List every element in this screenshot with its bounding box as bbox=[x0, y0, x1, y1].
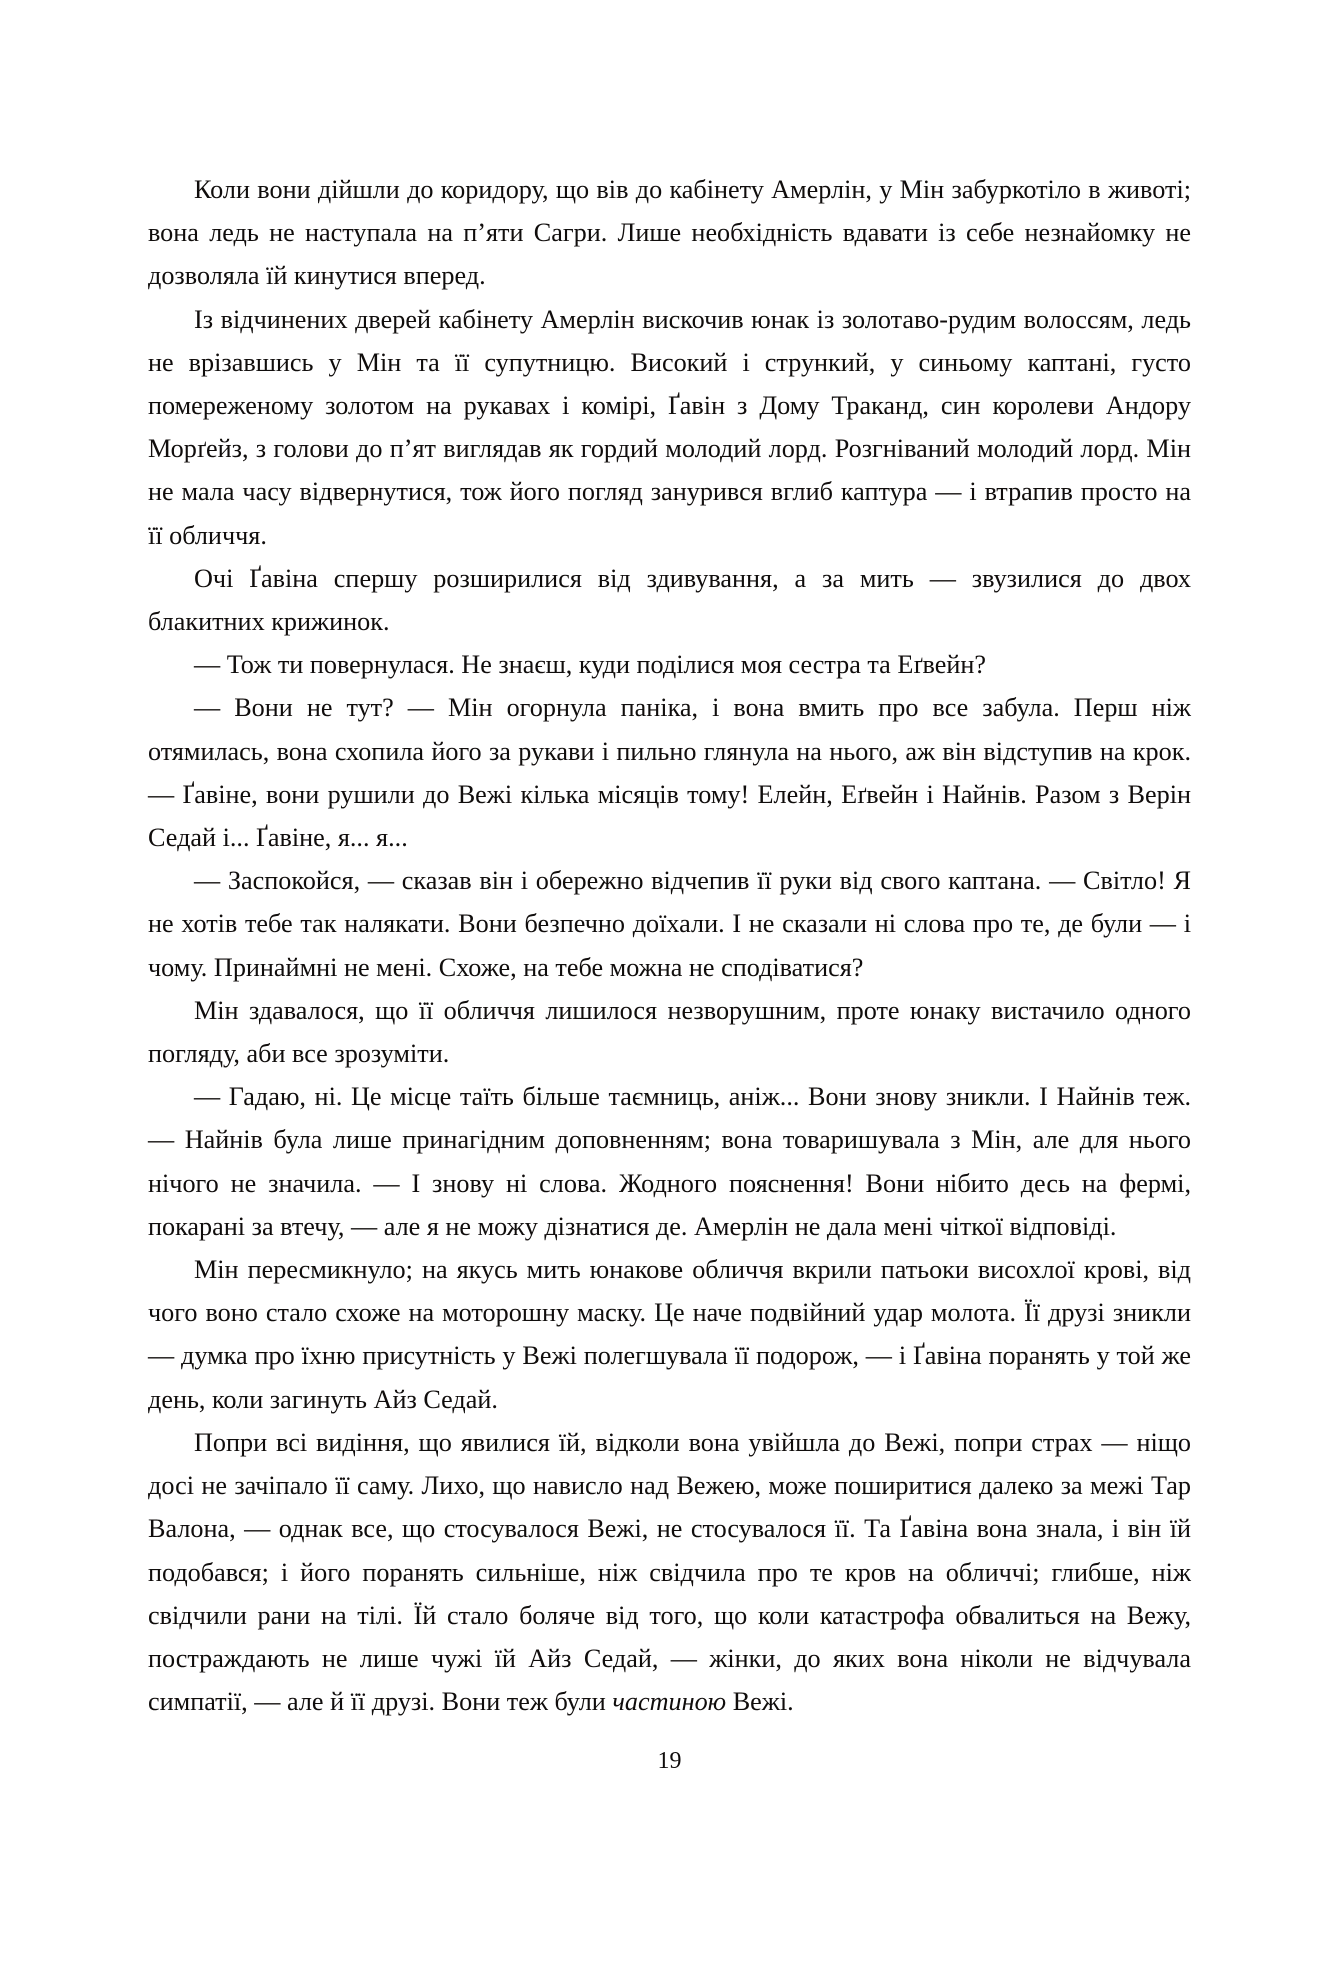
paragraph: Коли вони дійшли до коридору, що вів до кабінету Амерлін, у Мін забуркотіло в животі; вона ледь не наступала на п’яти Сагри. Лише необхідність вдавати із себе незнайомку не дозволяла їй кинутися вперед. bbox=[148, 175, 1191, 291]
paragraph: — Вони не тут? — Мін огорнула паніка, і вона вмить про все забула. Перш ніж отямилась, вона схопила його за рукави і пильно глянула на нього, аж він відступив на крок. — Ґавіне, вони рушили до Вежі кілька місяців тому! Елейн, Еґвейн і Найнів. Разом з Верін Седай і... Ґавіне, я... я... bbox=[148, 693, 1191, 853]
page-body bbox=[148, 168, 1191, 1723]
paragraph-final-after: Вежі. bbox=[726, 1687, 794, 1717]
paragraph-final-before: Попри всі видіння, що явилися їй, відколи вона увійшла до Вежі, попри страх — ніщо досі не зачіпало її саму. Лихо, що нависло над Вежею, може поширитися далеко за межі Тар Валона, — однак все, що стосувалося Вежі, не стосувалося її. Та Ґавіна вона знала, і він їй подобався; і його поранять сильніше, ніж свідчила про те кров на обличчі; глибше, ніж свідчили рани на тілі. Їй стало боляче від того, що коли катастрофа обвалиться на Вежу, постраждають не лише чужі їй Айз Седай, — жінки, до яких вона ніколи не відчувала симпатії, — але й її друзі. Вони теж були bbox=[148, 1427, 1191, 1717]
paragraph-final-emphasis: частиною bbox=[612, 1687, 727, 1717]
paragraph: Мін пересмикнуло; на якусь мить юнакове обличчя вкрили патьоки висохлої крові, від чого воно стало схоже на моторошну маску. Це наче подвійний удар молота. Її друзі зникли — думка про їхню присутність у Вежі полегшувала її подорож, — і Ґавіна поранять у той же день, коли загинуть Айз Седай. bbox=[148, 1255, 1191, 1414]
paragraph: — Гадаю, ні. Це місце таїть більше таємниць, аніж... Вони знову зникли. І Найнів теж. — Найнів була лише принагідним доповненням; вона товаришувала з Мін, але для нього нічого не значила. — І знову ні слова. Жодного пояснення! Вони нібито десь на фермі, покарані за втечу, — але я не можу дізнатися де. Амерлін не дала мені чіткої відповіді. bbox=[148, 1082, 1191, 1241]
paragraph: — Заспокойся, — сказав він і обережно відчепив її руки від свого каптана. — Світло! Я не хотів тебе так налякати. Вони безпечно доїхали. І не сказали ні слова про те, де були — і чому. Принаймні не мені. Схоже, на тебе можна не сподіватися? bbox=[148, 866, 1191, 982]
paragraph: Мін здавалося, що її обличчя лишилося незворушним, проте юнаку вистачило одного погляду, аби все зрозуміти. bbox=[148, 995, 1191, 1069]
page-number: 19 bbox=[657, 1748, 682, 1774]
paragraph: Із відчинених дверей кабінету Амерлін вискочив юнак із золотаво-рудим волоссям, ледь не врізавшись у Мін та її супутницю. Високий і стрункий, у синьому каптані, густо помереженому золотом на рукавах і комірі, Ґавін з Дому Траканд, син королеви Андору Морґейз, з голови до п’ят виглядав як гордий молодий лорд. Розгніваний молодий лорд. Мін не мала часу відвернутися, тож його погляд занурився вглиб каптура — і втрапив просто на її обличчя. bbox=[148, 304, 1191, 550]
paragraph-final bbox=[148, 1421, 1191, 1723]
paragraph: — Тож ти повернулася. Не знаєш, куди поділися моя сестра та Еґвейн? bbox=[194, 650, 987, 680]
paragraph: Очі Ґавіна спершу розширилися від здивування, а за мить — звузилися до двох блакитних крижинок. bbox=[148, 563, 1191, 637]
